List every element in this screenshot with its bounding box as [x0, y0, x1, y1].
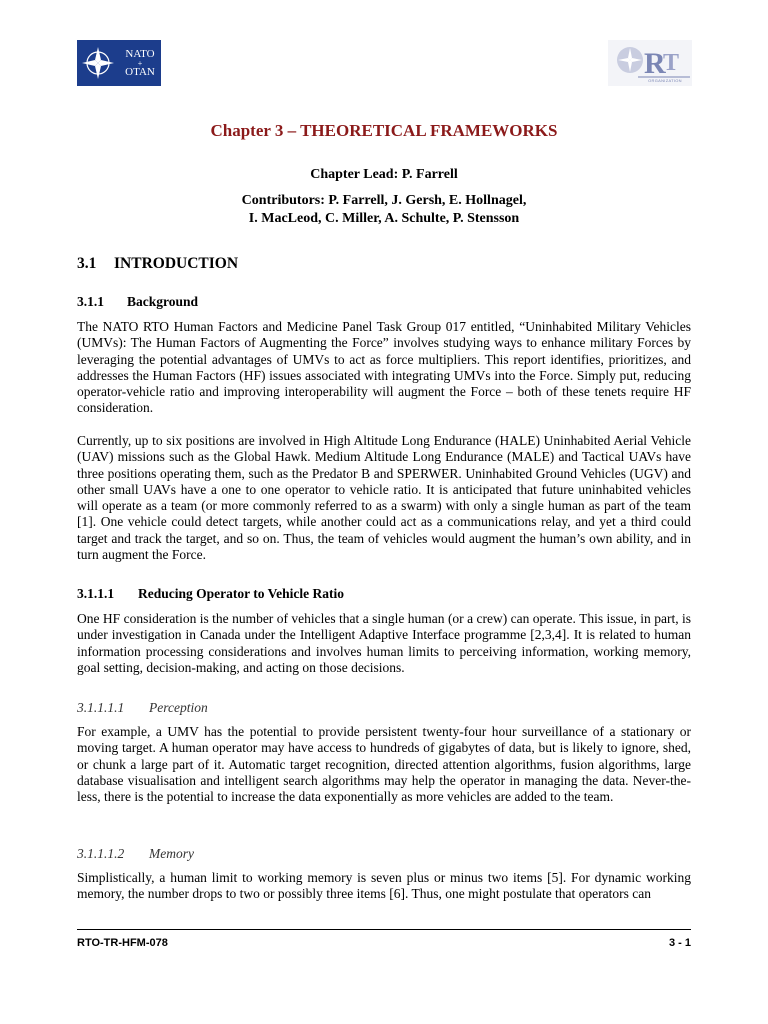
section-number: 3.1.1.1	[77, 586, 115, 601]
section-number: 3.1.1.1.1	[77, 700, 125, 715]
rto-logo	[608, 40, 692, 86]
paragraph-background-2: Currently, up to six positions are involved in High Altitude Long Endurance (HALE) Uninhabited Aerial Vehicle (UAV) missions such as the Global Hawk. Medium Altitude Long Endurance (MALE) and Tactical UAVs have three positions operating them, such as the Predator B and SPERWER. Uninhabited Ground Vehicles (UGV) and other small UAVs have a one to one operator to vehicle ratio. It is anticipated that future uninhabited vehicles will operate as a team (or more commonly referred to as a swarm) with only a single human as part of the team [1]. One vehicle could detect targets, while another could act as a communications relay, and yet a third could target and track the target, and so on. Thus, the team of vehicles would augment the human’s own ability, and in turn augment the Force.	[77, 433, 691, 563]
section-title: Perception	[149, 700, 208, 715]
footer-divider	[77, 929, 691, 930]
contributors-line-1: Contributors: P. Farrell, J. Gersh, E. Hollnagel,	[241, 193, 527, 208]
section-number: 3.1.1.1.2	[77, 846, 125, 861]
section-heading-3-1	[77, 255, 238, 273]
section-number: 3.1	[77, 255, 97, 272]
section-title: Reducing Operator to Vehicle Ratio	[138, 586, 344, 601]
footer-page-number: 3 - 1	[668, 937, 691, 949]
nato-compass-star-icon	[77, 40, 119, 86]
paragraph-background-1: The NATO RTO Human Factors and Medicine Panel Task Group 017 entitled, “Uninhabited Military Vehicles (UMVs): The Human Factors of Augmenting the Force” involves studying ways to enhance military Forces by leveraging the potential advantages of UMVs to act as force multipliers. This report identifies, prioritizes, and addresses the Human Factors (HF) issues associated with integrating UMVs into the Force. Simply put, reducing operator-vehicle ratio and improving interoperability will augment the Force – both of these tenets require HF consideration.	[77, 319, 691, 416]
section-heading-perception	[77, 700, 208, 716]
paragraph-memory: Simplistically, a human limit to working memory is seven plus or minus two items [5]. For dynamic working memory, the number drops to two or possibly three items [6]. Thus, one might postulate that operators can	[77, 870, 691, 902]
nato-logo-text: NATO + OTAN	[125, 47, 155, 78]
svg-text:R: R	[644, 47, 666, 80]
svg-text:T: T	[663, 50, 680, 76]
nato-logo	[77, 40, 161, 86]
section-heading-memory	[77, 846, 194, 862]
section-title: Background	[127, 294, 199, 309]
nato-logo-text-bottom: OTAN	[125, 65, 155, 78]
nato-logo-text-top: NATO	[125, 47, 155, 60]
rto-logo-caption: ORGANIZATION	[648, 78, 682, 83]
paragraph-operator-ratio: One HF consideration is the number of vehicles that a single human (or a crew) can operate. This issue, in part, is under investigation in Canada under the Intelligent Adaptive Interface programme [2,3,4]. It is related to human information processing considerations and involves human limits to perceiving information, working memory, goal setting, decision-making, and acting on those decisions.	[77, 611, 691, 675]
paragraph-perception: For example, a UMV has the potential to provide persistent twenty-four hour surveillance of a stationary or moving target. A human operator may have access to hundreds of gigabytes of data, but is likely to ignore, shed, or chunk a large part of it. Automatic target recognition, directed attention algorithms, fusion algorithms, large database visualisation and intelligent search algorithms may help the operator in managing the data. Never-the-less, there is the potential to increase the data exponentially as more vehicles are added to the team.	[77, 724, 691, 805]
chapter-lead: Chapter Lead: P. Farrell	[310, 167, 458, 182]
chapter-title: Chapter 3 – THEORETICAL FRAMEWORKS	[210, 121, 558, 140]
contributors-line-2: I. MacLeod, C. Miller, A. Schulte, P. Stensson	[248, 211, 520, 226]
section-heading-3-1-1-1	[77, 586, 344, 602]
section-title: Memory	[149, 846, 194, 861]
footer-document-id: RTO-TR-HFM-078	[77, 937, 168, 949]
section-title: INTRODUCTION	[114, 255, 239, 272]
section-number: 3.1.1	[77, 294, 104, 309]
section-heading-3-1-1	[77, 294, 198, 310]
